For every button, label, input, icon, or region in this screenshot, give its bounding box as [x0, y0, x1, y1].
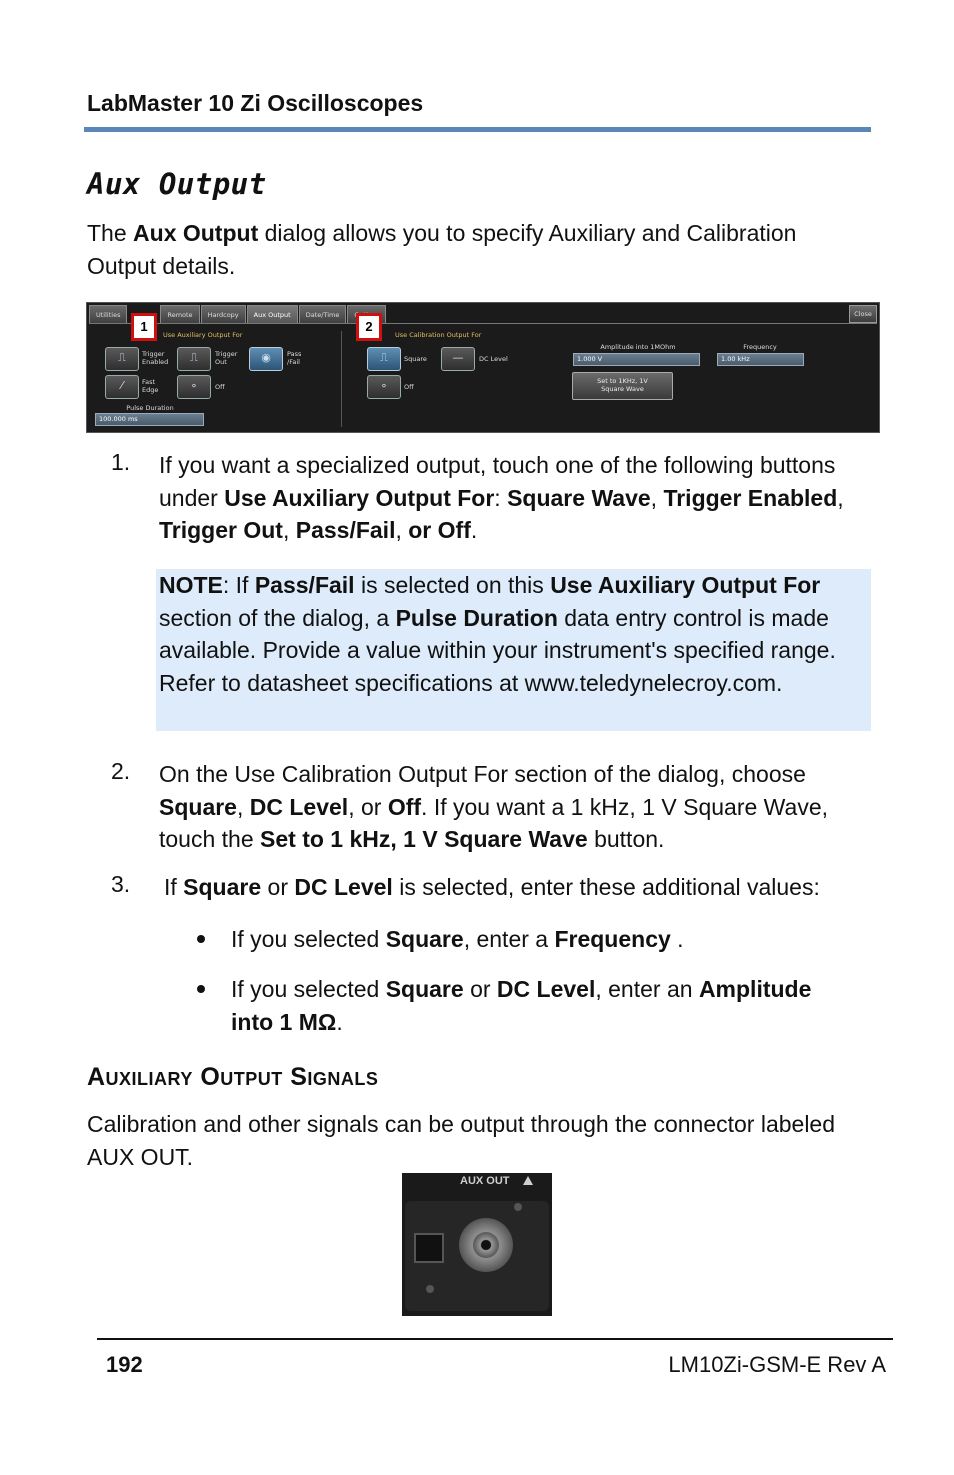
pulse-duration-label: Pulse Duration — [126, 404, 174, 412]
running-header: LabMaster 10 Zi Oscilloscopes — [87, 90, 424, 116]
pass-fail-icon: ◉ — [261, 351, 271, 364]
square-wave-icon: ⎍ — [380, 351, 388, 364]
bullet-1-text: If you selected Square, enter a Frequency . — [231, 926, 684, 952]
pulse-duration-field[interactable]: 100.000 ms — [95, 413, 204, 426]
callout-badge-1: 1 — [131, 313, 157, 341]
warning-icon — [523, 1176, 533, 1185]
tab-aux-output[interactable]: Aux Output — [247, 305, 298, 324]
bullet-dot — [197, 985, 205, 993]
trigger-out-button[interactable] — [177, 347, 211, 371]
dc-level-label: DC Level — [479, 355, 508, 363]
set-button-line1: Set to 1KHz, 1V — [597, 377, 648, 385]
step-1-text: If you want a specialized output, touch one of the following buttons under Use Auxiliary Output For: Square Wave, Trigger Enabled, Trigger Out, Pass/Fail, or Off. — [159, 452, 844, 543]
frequency-label: Frequency — [743, 343, 777, 351]
aux-out-connector-photo — [402, 1173, 552, 1316]
frequency-field[interactable]: 1.00 kHz — [717, 353, 804, 366]
step-3-text: If Square or DC Level is selected, enter these additional values: — [164, 874, 820, 900]
square-wave-icon: ⎍ — [118, 351, 126, 364]
intro-paragraph: The Aux Output dialog allows you to specify Auxiliary and Calibration Output details. — [87, 220, 797, 279]
footer-rule — [97, 1338, 893, 1340]
page-number: 192 — [106, 1352, 143, 1377]
square-wave-button[interactable] — [105, 347, 139, 371]
pass-fail-button[interactable] — [249, 347, 283, 371]
amplitude-label: Amplitude into 1MOhm — [600, 343, 676, 351]
aux-off-label: Off — [215, 383, 225, 391]
pulse-icon: ⎍ — [190, 351, 198, 364]
small-port — [414, 1233, 444, 1263]
bullet-dot — [197, 935, 205, 943]
tab-date-time[interactable]: Date/Time — [299, 305, 347, 324]
cal-square-button[interactable] — [367, 347, 401, 371]
aux-group-label: Use Auxiliary Output For — [163, 331, 243, 339]
tab-remote[interactable]: Remote — [160, 305, 199, 324]
step-1-number: 1. — [111, 449, 131, 475]
signals-paragraph: Calibration and other signals can be output through the connector labeled AUX OUT. — [87, 1111, 836, 1170]
step-2-number: 2. — [111, 758, 131, 784]
trigger-out-label: Trigger Out — [215, 350, 238, 366]
aux-output-dialog-screenshot — [86, 302, 880, 433]
off-icon: ∘ — [380, 379, 388, 392]
fast-edge-button[interactable] — [105, 375, 139, 399]
pass-fail-label: Pass /Fail — [287, 350, 302, 366]
bullet-2-text: If you selected Square or DC Level, enter an Amplitude into 1 MΩ. — [231, 976, 812, 1035]
section-title: Aux Output — [87, 167, 267, 201]
header-rule — [84, 127, 871, 132]
callout-badge-2: 2 — [356, 313, 382, 341]
group-divider — [341, 331, 342, 427]
bnc-connector-center — [473, 1232, 499, 1258]
screw-icon — [426, 1285, 434, 1293]
close-button[interactable]: Close — [849, 305, 877, 323]
fast-edge-icon: ⁄ — [121, 379, 123, 392]
off-icon: ∘ — [190, 379, 198, 392]
aux-off-button[interactable] — [177, 375, 211, 399]
cal-off-label: Off — [404, 383, 414, 391]
step-2-text: On the Use Calibration Output For section of the dialog, choose Square, DC Level, or Off. If you want a 1 kHz, 1 V Square Wave, touch the Set to 1 kHz, 1 V Square Wave button. — [159, 761, 828, 852]
step-3-number: 3. — [111, 871, 131, 897]
cal-off-button[interactable] — [367, 375, 401, 399]
aux-out-label: AUX OUT — [460, 1175, 510, 1187]
tab-hardcopy[interactable]: Hardcopy — [201, 305, 246, 324]
screw-icon — [514, 1203, 522, 1211]
set-1khz-1v-square-button[interactable] — [572, 372, 673, 400]
fast-edge-label: Fast Edge — [142, 378, 159, 394]
tab-utilities[interactable]: Utilities — [89, 305, 127, 324]
subsection-title: Auxiliary Output Signals — [87, 1063, 379, 1091]
dc-level-icon: — — [452, 351, 464, 364]
trigger-enabled-label: Trigger Enabled — [142, 350, 169, 366]
document-id: LM10Zi-GSM-E Rev A — [668, 1352, 886, 1377]
amplitude-field[interactable]: 1.000 V — [573, 353, 700, 366]
dc-level-button[interactable] — [441, 347, 475, 371]
note-text: NOTE: If Pass/Fail is selected on this Use Auxiliary Output For section of the dialog, a Pulse Duration data entry control is made available. Provide a value within your instrument's specified range. Refer to datasheet specifications at www.teledynelecroy.com. — [159, 572, 836, 696]
tab-divider — [89, 323, 877, 324]
cal-square-label: Square — [404, 355, 427, 363]
cal-group-label: Use Calibration Output For — [395, 331, 482, 339]
set-button-line2: Square Wave — [601, 385, 644, 393]
